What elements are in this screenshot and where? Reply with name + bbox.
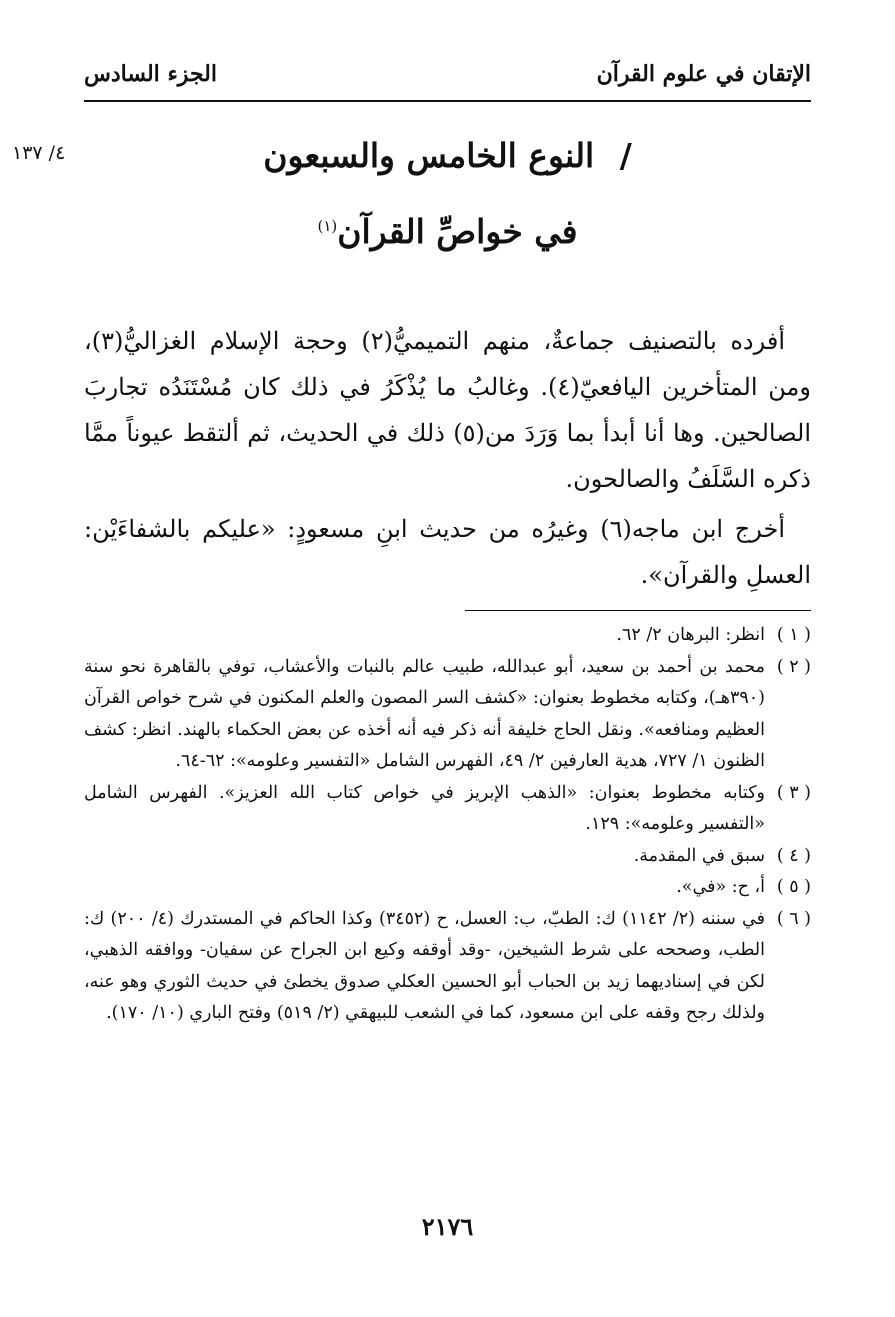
header-rule xyxy=(84,100,811,102)
header-volume: الجزء السادس xyxy=(84,61,217,87)
footnote-number: ( ١ ) xyxy=(776,625,811,645)
footnote-text: أ، ح: «في». xyxy=(676,877,765,897)
body-paragraph: أفرده بالتصنيف جماعةٌ، منهم التميميُّ(٢) وحجة الإسلام الغزاليُّ(٣)، ومن المتأخرين اليافعيّ(٤). وغالبُ ما يُذْكَرُ في ذلك كان مُسْتَنَدُه تجاربَ الصالحين. وها أنا أبدأ بما وَرَدَ من(٥) ذلك في الحديث، ثم ألتقط عيوناً ممَّا ذكره السَّلَفُ والصالحون. xyxy=(84,327,811,493)
header-book-title: الإتقان في علوم القرآن xyxy=(596,61,811,87)
chapter-slash: / xyxy=(619,136,632,175)
page-number: ٢١٧٦ xyxy=(421,1212,474,1241)
footnote-number: ( ٢ ) xyxy=(776,656,811,677)
footnote-text: وكتابه مخطوط بعنوان: «الذهب الإبريز في خواص كتاب الله العزيز». الفهرس الشامل «التفسير وعلومه»: ١٢٩. xyxy=(84,782,765,834)
chapter-subtitle xyxy=(140,198,755,260)
footnote-text: انظر: البرهان ٢/ ٦٢. xyxy=(616,625,765,645)
side-reference: ٤/ ١٣٧ xyxy=(12,142,66,164)
footnote-number: ( ٥ ) xyxy=(776,877,811,897)
main-text xyxy=(84,318,811,598)
footnote-number: ( ٤ ) xyxy=(776,845,811,866)
footnote-text: في سننه (٢/ ١١٤٢) ك: الطبّ، ب: العسل، ح (٣٤٥٢) وكذا الحاكم في المستدرك (٤/ ٢٠٠) ك: الطب، وصححه على شرط الشيخين، -وقد أوقفه وكيع ابن الجراح عن سفيان- ووافقه الذهبي، لكن في إسناديهما زيد بن الحباب أبو الحسين العكلي صدوق يخطئ في حديث الثوري وهو عنه، ولذلك رجح وقفه على ابن مسعود، كما في الشعب للبيهقي (٢/ ٥١٩) وفتح الباري (١٠/ ١٧٠). xyxy=(84,908,766,1023)
footnote xyxy=(84,778,811,841)
footnote xyxy=(84,620,811,652)
footnote xyxy=(84,904,811,1030)
footnote-number: ( ٣ ) xyxy=(776,782,811,803)
footnote xyxy=(84,841,811,873)
chapter-subtitle-text: في خواصِّ القرآن xyxy=(337,212,578,251)
footnotes xyxy=(84,620,811,1030)
footnote-number: ( ٦ ) xyxy=(776,908,811,929)
footnote xyxy=(84,652,811,778)
footnote-separator xyxy=(465,610,811,611)
body-paragraph: أخرج ابن ماجه(٦) وغيرُه من حديث ابنِ مسعودٍ: «عليكم بالشفاءَيْن: العسلِ والقرآن». xyxy=(84,515,811,589)
running-header xyxy=(84,52,811,96)
chapter-title xyxy=(140,128,755,184)
footnote xyxy=(84,872,811,904)
footnote-text: محمد بن أحمد بن سعيد، أبو عبدالله، طبيب عالم بالنبات والأعشاب، توفي بالقاهرة نحو سنة (٣٩٠هـ)، وكتابه مخطوط بعنوان: «كشف السر المصون والعلم المكنون في شرح خواص القرآن العظيم ومنافعه». ونقل الحاج خليفة أنه ذكر فيه أنه أخذه عن بعض الحكماء بالهند. انظر: كشف الظنون ١/ ٧٢٧، هدية العارفين ٢/ ٤٩، الفهرس الشامل «التفسير وعلومه»: ٦٢-٦٤. xyxy=(84,656,765,771)
chapter-subtitle-note: (١) xyxy=(317,217,338,235)
footnote-text: سبق في المقدمة. xyxy=(633,845,765,866)
chapter-title-text: النوع الخامس والسبعون xyxy=(263,136,595,175)
